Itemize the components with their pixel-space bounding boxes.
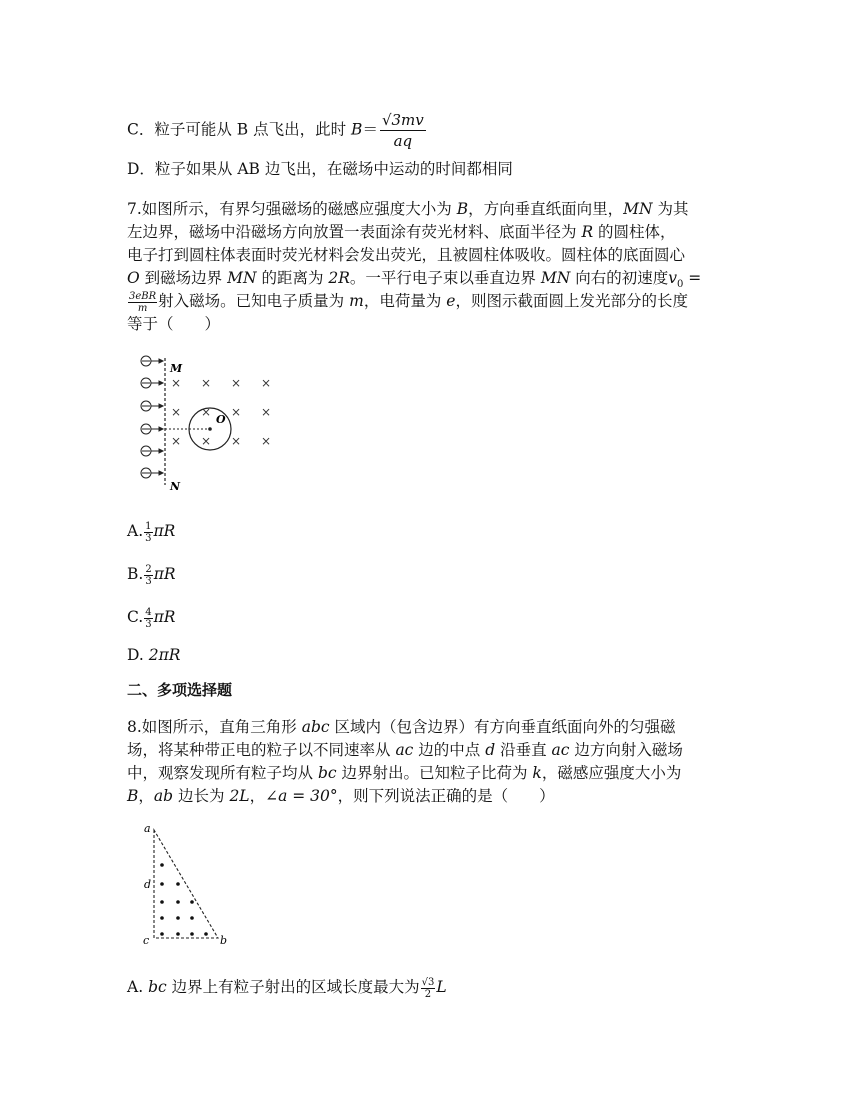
q7-option-a: A. $\frac{1}{3}$ πR: [127, 520, 176, 544]
svg-text:×: ×: [201, 434, 212, 448]
q7-option-b: B. $\frac{2}{3}$ πR: [127, 563, 176, 587]
svg-text:×: ×: [261, 434, 272, 448]
svg-text:×: ×: [261, 405, 272, 419]
label-n: N: [170, 480, 181, 493]
svg-text:×: ×: [171, 376, 182, 390]
svg-text:×: ×: [171, 405, 182, 419]
q7-option-d: D. 2πR: [127, 646, 181, 664]
q8-option-a: A. bc 边界上有粒子射出的区域长度最大为 $\frac{√3}{2}$ L: [127, 976, 447, 1000]
question-7-text-line6: 等于（ ）: [127, 315, 221, 333]
option-d-q6: D．粒子如果从 AB 边飞出，在磁场中运动的时间都相同: [127, 160, 513, 178]
q7-option-c: C. $\frac{4}{3}$ πR: [127, 606, 176, 630]
velocity-fraction: $\frac{\text{3eBR}}{m}$: [129, 290, 157, 314]
svg-text:×: ×: [171, 434, 182, 448]
svg-text:×: ×: [261, 376, 272, 390]
label-m: M: [170, 362, 183, 375]
question-7-text-line1: 7.如图所示，有界匀强磁场的磁感应强度大小为 B，方向垂直纸面向里，MN 为其: [127, 200, 689, 218]
magnetic-field-cylinder-figure: [135, 350, 285, 495]
magnetic-field-cross-marks: [171, 376, 271, 448]
label-a: a: [144, 822, 151, 835]
option-c-q6: C．粒子可能从 B 点飞出，此时 B＝ $\frac{√3mv}{aq}$: [127, 111, 424, 150]
field-dots: [160, 863, 208, 936]
center-o-dot: [208, 427, 212, 431]
triangle-field-figure: [140, 820, 240, 950]
question-8-text-line2: 场，将某种带正电的粒子以不同速率从 ac 边的中点 d 沿垂直 ac 边方向射入磁场: [127, 741, 683, 759]
svg-text:×: ×: [231, 434, 242, 448]
formula-fraction: $\frac{√3mv}{aq}$: [381, 111, 424, 150]
svg-text:×: ×: [231, 405, 242, 419]
label-d: d: [144, 878, 152, 891]
section-heading: 二、多项选择题: [127, 681, 233, 699]
label-c: c: [143, 934, 150, 947]
electron-beam: [141, 356, 163, 478]
question-8-text-line1: 8.如图所示，直角三角形 abc 区域内（包含边界）有方向垂直纸面向外的匀强磁: [127, 718, 676, 736]
question-7-text-line2: 左边界，磁场中沿磁场方向放置一表面涂有荧光材料、底面半径为 R 的圆柱体，: [127, 223, 676, 241]
question-7-text-line5: $\frac{\text{3eBR}}{m}$ 射入磁场。已知电子质量为 m，电荷量为 e，则图示截面圆上发光部分的长度: [129, 290, 688, 314]
question-8-text-line4: B，ab 边长为 2L，∠a = 30°，则下列说法正确的是（ ）: [127, 787, 555, 805]
question-7-text-line3: 电子打到圆柱体表面时荧光材料会发出荧光，且被圆柱体吸收。圆柱体的底面圆心: [127, 246, 686, 264]
svg-text:×: ×: [231, 376, 242, 390]
svg-text:×: ×: [201, 376, 212, 390]
question-8-text-line3: 中，观察发现所有粒子均从 bc 边界射出。已知粒子比荷为 k，磁感应强度大小为: [127, 764, 682, 782]
label-o: O: [216, 413, 226, 426]
question-7-text-line4: O 到磁场边界 MN 的距离为 2R。一平行电子束以垂直边界 MN 向右的初速度$v_0$ =: [127, 269, 702, 291]
svg-text:×: ×: [201, 405, 212, 419]
label-b: b: [220, 934, 228, 947]
